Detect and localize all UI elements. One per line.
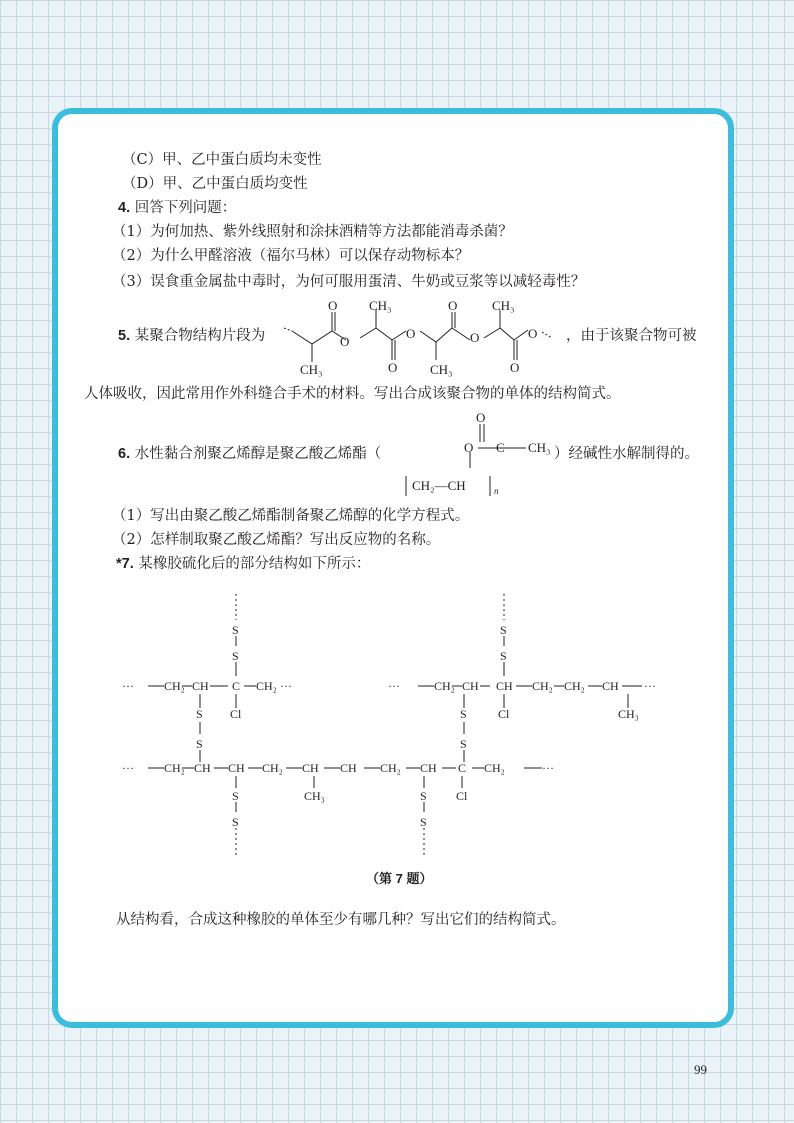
q7-cl-3: Cl (456, 789, 468, 803)
q5-ester-o-3: O (470, 330, 480, 345)
q5-number: 5. (118, 328, 131, 344)
q7-s-7: S (460, 707, 467, 721)
q7-ch2-1: CH₂ (164, 679, 185, 693)
q7-figure-caption: （第 7 题） (366, 871, 433, 886)
q7-ch-4: CH (602, 679, 619, 693)
q4-sub3: （3）误食重金属盐中毒时，为何可服用蛋清、牛奶或豆浆等以减轻毒性？ (112, 274, 586, 290)
q7-s-3: S (196, 707, 203, 721)
q5-polymer-formula (280, 298, 568, 382)
q7-ch2-3: CH₂ (434, 679, 455, 693)
q7-c-1: C (232, 679, 241, 693)
q6-subscript-n: n (494, 486, 499, 496)
q7-ch2-4: CH₂ (532, 679, 553, 693)
q7-ch-3: CH (496, 679, 513, 693)
q7-ch-1: CH (192, 679, 209, 693)
q5-line2: 人体吸收，因此常用作外科缝合手术的材料。写出合成该聚合物的单体的结构简式。 (84, 386, 621, 402)
q7-dots-2: ··· (280, 679, 292, 693)
q3-option-c: （C）甲、乙中蛋白质均未变性 (122, 152, 322, 168)
q5-carbonyl-o-4: O (510, 360, 520, 375)
q7-ch2-5: CH₂ (564, 679, 585, 693)
q6-tail: ）经碱性水解制得的。 (554, 446, 699, 462)
q6-lead-line (118, 444, 381, 464)
q7-cl-1: Cl (230, 707, 242, 721)
q7-number: *7. (116, 556, 134, 572)
q4-sub1: （1）为何加热、紫外线照射和涂抹酒精等方法都能消毒杀菌？ (112, 224, 513, 240)
q7-dots-1: ··· (122, 679, 134, 693)
q6-carbonyl-o: O (476, 410, 486, 425)
q6-carbonyl-c: C (496, 440, 505, 455)
q5-carbonyl-o-2: O (388, 360, 398, 375)
q6-methyl: CH₃ (528, 440, 551, 455)
q5-tail: ，由于该聚合物可被 (566, 328, 697, 344)
q5-methyl-4: CH₃ (492, 298, 515, 313)
q7-ch2-2: CH₂ (256, 679, 277, 693)
q5-ester-o-2: O (406, 326, 416, 341)
q6-chain: CH₂—CH (412, 478, 466, 493)
q5-carbonyl-o-1: O (328, 298, 338, 313)
q3-option-d: （D）甲、乙中蛋白质均变性 (122, 176, 308, 192)
q7-ch3-2: CH₃ (304, 789, 325, 803)
q7-ch-8: CH (340, 761, 357, 775)
q4-sub2: （2）为什么甲醛溶液（福尔马林）可以保存动物标本？ (112, 248, 470, 264)
q7-ch-7: CH (302, 761, 319, 775)
q7-dots-3: ··· (388, 679, 400, 693)
q4-number: 4. (118, 200, 131, 216)
q7-rubber-structure (118, 590, 678, 864)
q7-s-4: S (196, 737, 203, 751)
q7-ch2-6: CH₂ (164, 761, 185, 775)
q7-ch2-8: CH₂ (380, 761, 401, 775)
q7-s-2: S (232, 649, 239, 663)
q5-ester-o-4: O (528, 326, 538, 341)
q7-cl-2: Cl (498, 707, 510, 721)
page-number: 99 (694, 1062, 707, 1077)
q7-s-5: S (500, 623, 507, 637)
q7-s-10: S (232, 815, 239, 829)
q5-methyl-1: CH₃ (369, 298, 392, 313)
q7-ch-6: CH (228, 761, 245, 775)
q6-ester-o: O (464, 440, 474, 455)
q7-s-6: S (500, 649, 507, 663)
q5-ester-o-1: O (340, 334, 350, 349)
q5-carbonyl-o-3: O (448, 298, 458, 313)
q6-lead: 水性黏合剂聚乙烯醇是聚乙酸乙烯酯（ (134, 446, 382, 462)
q7-s-9: S (232, 789, 239, 803)
q7-s-1: S (232, 623, 239, 637)
q7-s-11: S (420, 789, 427, 803)
q7-ch2-7: CH₂ (262, 761, 283, 775)
q5-methyl-2: CH₃ (300, 362, 323, 377)
q5-lead-line (118, 326, 265, 346)
q7-question: 从结构看，合成这种橡胶的单体至少有哪几种？写出它们的结构简式。 (116, 912, 566, 928)
q6-pvac-formula (398, 408, 558, 500)
q7-stem: 某橡胶硫化后的部分结构如下所示： (138, 556, 371, 572)
q4-stem-line (118, 198, 236, 218)
q7-ch-2: CH (462, 679, 479, 693)
q7-ch2-9: CH₂ (484, 761, 505, 775)
q7-s-8: S (460, 737, 467, 751)
q7-ch-5: CH (194, 761, 211, 775)
q4-stem: 回答下列问题： (134, 200, 237, 216)
q5-lead: 某聚合物结构片段为 (134, 328, 266, 344)
q6-number: 6. (118, 446, 131, 462)
q6-sub1: （1）写出由聚乙酸乙烯酯制备聚乙烯醇的化学方程式。 (112, 508, 470, 524)
q7-dots-5: ··· (122, 761, 134, 775)
q7-ch-9: CH (420, 761, 437, 775)
q7-s-12: S (420, 815, 427, 829)
q7-dots-4: ··· (644, 679, 656, 693)
q7-stem-line (116, 554, 370, 574)
q7-ch3-1: CH₃ (618, 707, 639, 721)
q6-sub2: （2）怎样制取聚乙酸乙烯酯？写出反应物的名称。 (112, 532, 441, 548)
q7-c-2: C (458, 761, 467, 775)
q7-dots-6: ··· (542, 761, 554, 775)
q5-methyl-3: CH₃ (430, 362, 453, 377)
